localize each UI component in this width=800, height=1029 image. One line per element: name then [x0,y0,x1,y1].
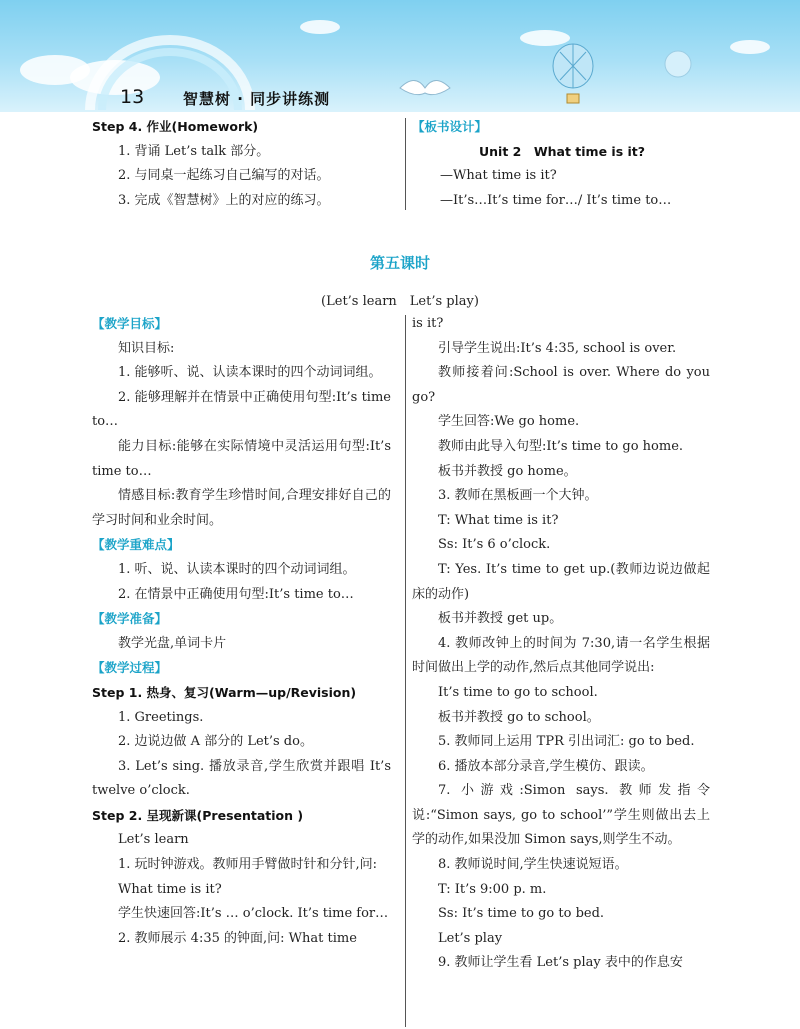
lesson-subtitle: (Let’s learn Let’s play) [321,294,479,309]
paragraph: Ss: It’s time to go to bed. [438,906,605,922]
goal-item: 2. 能够理解并在情景中正确使用句型:It’s time to… [92,389,391,430]
ability-goal: 能力目标:能够在实际情境中灵活运用句型:It’s time to… [92,438,391,479]
paragraph: 引导学生说出:It’s 4:35, school is over. [438,340,677,356]
step-item: What time is it? [118,881,222,897]
homework-item: 1. 背诵 Let’s talk 部分。 [118,143,270,159]
preparation-text: 教学光盘,单词卡片 [118,635,227,651]
paragraph: 7. 小游戏:Simon says. 教师发指令说:“Simon says, go to school’”学生则做出去上学的动作,如果没加 Simon says,则学生不动。 [412,783,710,848]
book-title: 智慧树 · 同步讲练测 [183,90,331,108]
key-point-item: 1. 听、说、认读本课时的四个动词词组。 [118,561,356,577]
paragraph: T: What time is it? [438,512,559,528]
board-design-section [412,115,712,213]
homework-item: 3. 完成《智慧树》上的对应的练习。 [118,192,330,208]
step4-heading: Step 4. 作业(Homework) [92,119,259,134]
right-column [412,312,710,976]
key-points-tag: 【教学重难点】 [92,537,180,553]
paragraph: It’s time to go to school. [438,684,598,700]
paragraph: 5. 教师同上运用 TPR 引出词汇: go to bed. [438,734,695,750]
header-banner [0,0,800,112]
step-item: 3. Let’s sing. 播放录音,学生欣赏并跟唱 It’s twelve o’clock. [92,758,391,799]
left-column [92,312,391,951]
paragraph: 9. 教师让学生看 Let’s play 表中的作息安 [438,955,683,971]
hot-air-balloon-illustration [548,42,598,112]
paragraph: 4. 教师改钟上的时间为 7:30,请一名学生根据时间做出上学的动作,然后点其他同学说出: [412,635,710,676]
homework-section [92,115,392,213]
paragraph: 3. 教师在黑板画一个大钟。 [438,488,598,504]
cloud-decoration [730,40,770,54]
paragraph: 6. 播放本部分录音,学生模仿、跟读。 [438,758,654,774]
sun-illustration [658,44,698,84]
step-item: 1. Greetings. [118,709,204,725]
lesson-title: 第五课时 [369,254,430,272]
paragraph: 板书并教授 go to school。 [438,709,600,725]
preparation-tag: 【教学准备】 [92,611,168,627]
page-number: 13 [120,86,145,108]
paragraph: T: Yes. It’s time to get up.(教师边说边做起床的动作) [412,561,710,602]
step-item: 2. 边说边做 A 部分的 Let’s do。 [118,734,313,750]
emotion-goal: 情感目标:教育学生珍惜时间,合理安排好自己的学习时间和业余时间。 [92,488,391,528]
homework-item: 2. 与同桌一起练习自己编写的对话。 [118,168,330,184]
paragraph: 板书并教授 get up。 [438,611,563,627]
paragraph: 8. 教师说时间,学生快速说短语。 [438,857,628,873]
board-line: —It’s…It’s time for…/ It’s time to… [440,192,672,208]
paragraph: is it? [412,316,444,331]
column-divider [405,118,406,210]
step1-heading: Step 1. 热身、复习(Warm—up/Revision) [92,684,357,700]
key-point-item: 2. 在情景中正确使用句型:It’s time to… [118,586,354,602]
step2-heading: Step 2. 呈现新课(Presentation ) [92,807,304,823]
paragraph: 学生回答:We go home. [438,414,580,430]
paragraph: 教师由此导入句型:It’s time to go home. [438,438,684,454]
teaching-goals-tag: 【教学目标】 [92,316,168,331]
lets-learn-label: Let’s learn [118,832,189,848]
knowledge-label: 知识目标: [118,340,175,356]
board-line: —What time is it? [440,168,557,184]
bird-illustration [395,68,455,108]
cloud-decoration [300,20,340,34]
board-design-title: Unit 2 What time is it? [478,143,645,159]
paragraph: 教师接着问:School is over. Where do you go? [412,365,710,405]
lets-play-label: Let’s play [438,930,503,946]
paragraph: Ss: It’s 6 o’clock. [438,537,551,553]
step-item: 2. 教师展示 4:35 的钟面,问: What time [118,930,357,946]
board-design-tag: 【板书设计】 [412,119,488,134]
paragraph: 板书并教授 go home。 [438,463,577,479]
step-item: 学生快速回答:It’s … o’clock. It’s time for… [118,906,389,922]
column-divider [405,315,406,1027]
step-item: 1. 玩时钟游戏。教师用手臂做时针和分针,问: [118,857,378,873]
process-tag: 【教学过程】 [92,660,168,676]
paragraph: T: It’s 9:00 p. m. [438,881,547,897]
goal-item: 1. 能够听、说、认读本课时的四个动词词组。 [118,365,382,381]
